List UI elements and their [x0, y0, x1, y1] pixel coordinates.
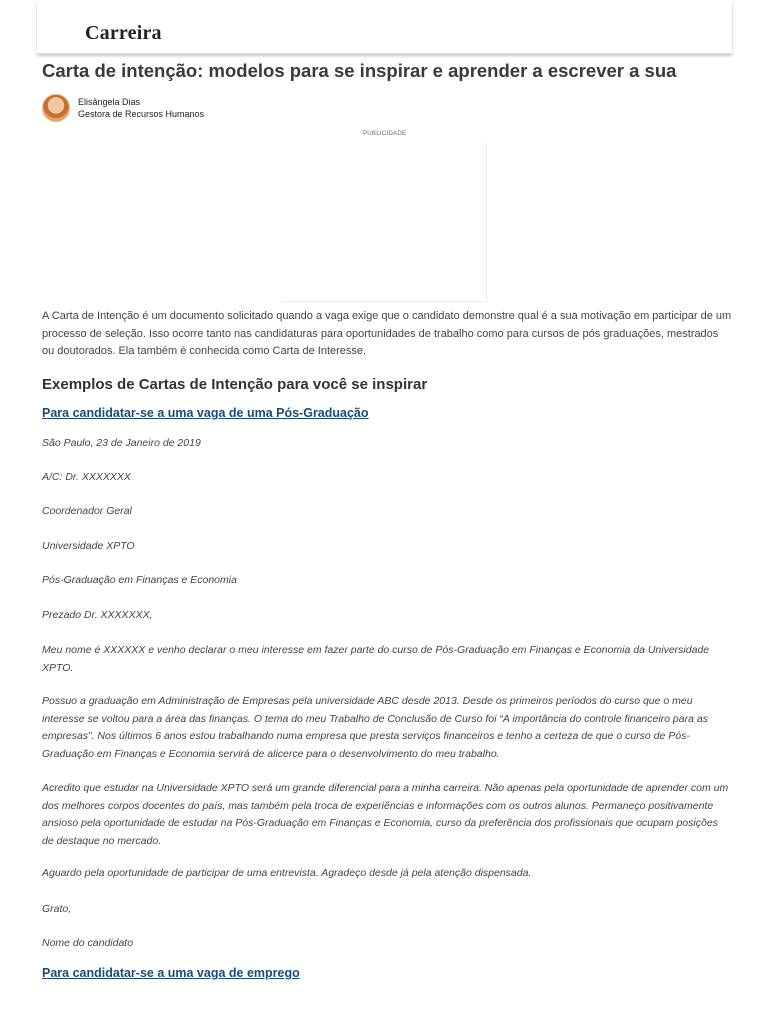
letter-signature: Nome do candidato — [42, 937, 134, 949]
letter-date: São Paulo, 23 de Janeiro de 2019 — [42, 437, 201, 449]
letter-paragraph-4: Aguardo pela oportunidade de participar de uma entrevista. Agradeço desde já pela atenção dispensada. — [42, 867, 532, 879]
letter-paragraph-2: Possuo a graduação em Administração de Empresas pela universidade ABC desde 2013. Desde os primeiros períodos do curso que o meu interesse se voltou para a área das finanças. O tema do meu Trabalho de Conclusão de Curso foi “A importância do controle financeiro para as empresas”. Nos últimos 6 anos estou trabalhando numa empresa que presta serviços financeiros e tenho a certeza de que o curso de Pós-Graduação em Finanças e Economia servirá de alicerce para o desenvolvimento do meu trabalho. — [42, 695, 708, 760]
letter-university: Universidade XPTO — [42, 540, 135, 552]
letter-paragraph-1: Meu nome é XXXXXX e venho declarar o meu interesse em fazer parte do curso de Pós-Graduação em Finanças e Economia da Universidade XPTO. — [42, 644, 710, 674]
article-intro: A Carta de Intenção é um documento solicitado quando a vaga exige que o candidato demonstre qual é a sua motivação em participar de um processo de seleção. Isso ocorre tanto nas candidaturas para oportunidades de trabalho como para cursos de pós graduações, mestrados ou doutorados. Ela também é conhecida como Carta de Interesse. — [42, 310, 732, 357]
letter-program: Pós-Graduação em Finanças e Economia — [42, 574, 237, 586]
author-block[interactable] — [42, 94, 204, 122]
section-brand[interactable]: Carreira — [85, 22, 162, 44]
letter-greeting: Prezado Dr. XXXXXXX, — [42, 609, 153, 621]
ad-label: PUBLICIDADE — [363, 131, 407, 137]
letter-recipient-role: Coordenador Geral — [42, 505, 132, 517]
letter-closing: Grato, — [42, 903, 72, 915]
author-name[interactable]: Elisângela Dias — [78, 97, 141, 107]
article-title: Carta de intenção: modelos para se inspirar e aprender a escrever a sua — [42, 60, 677, 81]
link-job-example[interactable]: Para candidatar-se a uma vaga de emprego — [42, 966, 300, 980]
letter-paragraph-3: Acredito que estudar na Universidade XPTO será um grande diferencial para a minha carreira. Não apenas pela oportunidade de aprender com um dos melhores corpos docentes do país, mas também pela troca de experiências e informações com os outros alunos. Permaneço positivamente ansioso pela oportunidade de estudar na Pós-Graduação em Finanças e Economia, curso da preferência dos profissionais que ocupam posições de destaque no mercado. — [42, 782, 729, 847]
letter-attn: A/C: Dr. XXXXXXX — [42, 471, 131, 483]
section-heading: Exemplos de Cartas de Intenção para você se inspirar — [42, 376, 428, 393]
author-avatar[interactable] — [42, 94, 70, 122]
top-header-bar — [37, 0, 732, 54]
link-postgrad-example[interactable]: Para candidatar-se a uma vaga de uma Pós-Graduação — [42, 406, 369, 420]
ad-placeholder — [282, 143, 487, 302]
author-role: Gestora de Recursos Humanos — [78, 109, 205, 119]
